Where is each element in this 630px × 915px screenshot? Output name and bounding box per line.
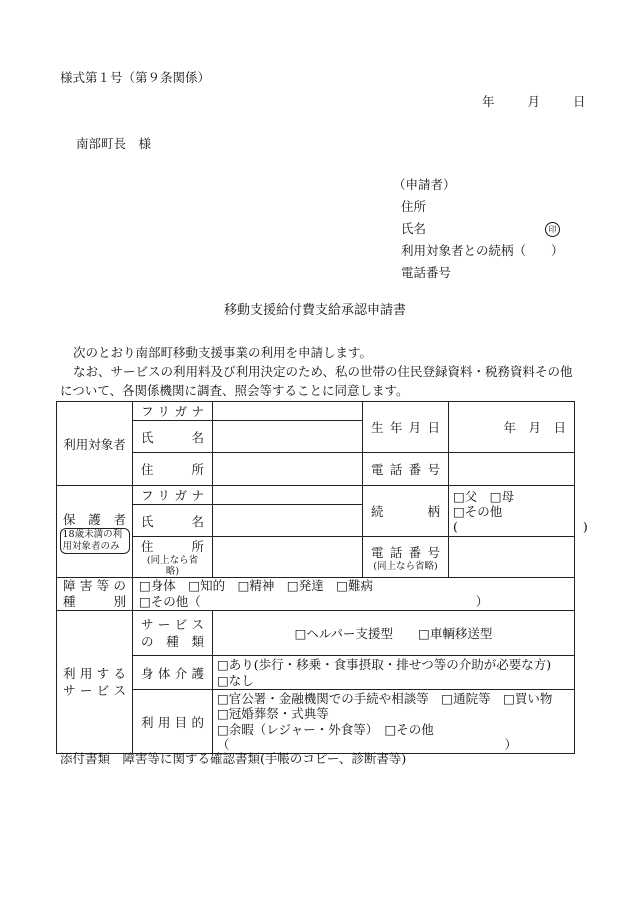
service-kind-label-cell	[133, 611, 213, 656]
subject-phone-label: 電話番号	[363, 453, 449, 486]
subject-furigana-field[interactable]	[213, 402, 363, 421]
guardian-address-label: 住所	[141, 539, 204, 554]
guardian-name-field[interactable]	[213, 505, 363, 537]
subject-label: 利用対象者	[57, 402, 133, 486]
service-label-cell	[57, 611, 133, 754]
guardian-furigana-label: フリガナ	[133, 486, 213, 505]
applicant-relation-label: 利用対象者との続柄（ ）	[401, 243, 564, 258]
disability-label-cell	[57, 578, 133, 611]
purpose-option-1[interactable]: □官公署・金融機関での手続や相談等 □通院等 □買い物	[217, 690, 553, 706]
date-day: 日	[572, 94, 586, 109]
applicant-name-row	[393, 218, 564, 240]
care-label: 身体介護	[133, 656, 213, 690]
guardian-phone-field[interactable]	[449, 537, 575, 578]
guardian-name-label: 氏名	[133, 505, 213, 537]
relation-option-other[interactable]: □その他	[453, 503, 503, 519]
care-option-no[interactable]: □なし	[217, 672, 254, 688]
subject-phone-field[interactable]	[449, 453, 575, 486]
subject-birth-label: 生年月日	[363, 402, 449, 453]
service-label-2: サービス	[63, 683, 126, 698]
guardian-address-field[interactable]	[213, 537, 363, 578]
guardian-relation-field	[449, 486, 588, 537]
body-paragraph-1: 次のとおり南部町移動支援事業の利用を申請します。	[73, 345, 373, 360]
applicant-address-label: 住所	[401, 199, 427, 214]
care-option-yes[interactable]: □あり(歩行・移乗・食事摂取・排せつ等の介助が必要な方)	[217, 656, 552, 672]
purpose-option-3[interactable]: □余暇（レジャー・外食等） □その他	[217, 721, 434, 737]
applicant-block	[393, 174, 564, 284]
purpose-options-cell	[213, 690, 575, 754]
relation-other-blank[interactable]: ( )	[453, 518, 588, 534]
service-kind-label-2: の種類	[141, 634, 204, 649]
disability-label-2: 種別	[63, 594, 126, 609]
disability-options[interactable]: □身体 □知的 □精神 □発達 □難病	[139, 578, 374, 593]
form-number: 様式第１号（第９条関係）	[60, 70, 211, 85]
applicant-name-label: 氏名	[401, 221, 427, 236]
body-paragraph-2: なお、サービスの利用料及び利用決定のため、私の世帯の住民登録資料・税務資料その他について、各関係機関に調査、照会等することに同意します。	[60, 364, 573, 398]
service-kind-options[interactable]: □ヘルパー支援型 □車輌移送型	[213, 611, 575, 656]
disability-options-cell	[133, 578, 575, 611]
guardian-phone-label: 電話番号	[371, 544, 440, 560]
guardian-relation-label: 続柄	[363, 486, 449, 537]
date-year: 年	[482, 94, 495, 109]
disability-other[interactable]: □その他（ ）	[139, 594, 489, 609]
applicant-phone-label: 電話番号	[401, 265, 452, 280]
document-title: 移動支援給付費支給承認申請書	[223, 303, 406, 318]
guardian-label-cell	[57, 486, 133, 578]
subject-name-field[interactable]	[213, 421, 363, 453]
subject-name-label: 氏名	[133, 421, 213, 453]
guardian-phone-note: (同上なら省略)	[373, 560, 438, 572]
addressee: 南部町長 様	[76, 136, 152, 151]
subject-address-label: 住所	[133, 453, 213, 486]
purpose-option-2[interactable]: □冠婚葬祭・式典等	[217, 706, 329, 721]
guardian-furigana-field[interactable]	[213, 486, 363, 505]
body-text	[60, 343, 580, 400]
disability-label-1: 障害等の	[63, 578, 126, 593]
service-kind-label-1: サービス	[141, 617, 204, 632]
applicant-heading: （申請者）	[393, 177, 456, 192]
guardian-address-label-cell	[133, 537, 213, 578]
guardian-phone-label-cell	[363, 537, 449, 578]
relation-option-parents[interactable]: □父 □母	[453, 488, 515, 504]
subject-furigana-label: フリガナ	[133, 402, 213, 421]
attachment-note: 添付書類 障害等に関する確認書類(手帳のコピー、診断書等)	[60, 751, 407, 766]
guardian-label: 保護者	[63, 511, 126, 527]
subject-address-field[interactable]	[213, 453, 363, 486]
care-options-cell	[213, 656, 575, 690]
purpose-label: 利用目的	[133, 690, 213, 754]
purpose-other-blank[interactable]: （ ）	[217, 737, 518, 752]
date-month: 月	[527, 94, 540, 109]
application-table	[56, 401, 588, 754]
subject-birth-field[interactable]: 年 月 日	[449, 402, 575, 453]
guardian-note: 18歳未満の利用対象者のみ	[60, 528, 130, 554]
seal-mark: 印	[545, 222, 560, 237]
guardian-address-note: (同上なら省略)	[146, 555, 199, 577]
service-label-1: 利用する	[63, 666, 126, 681]
date-line	[482, 92, 585, 110]
